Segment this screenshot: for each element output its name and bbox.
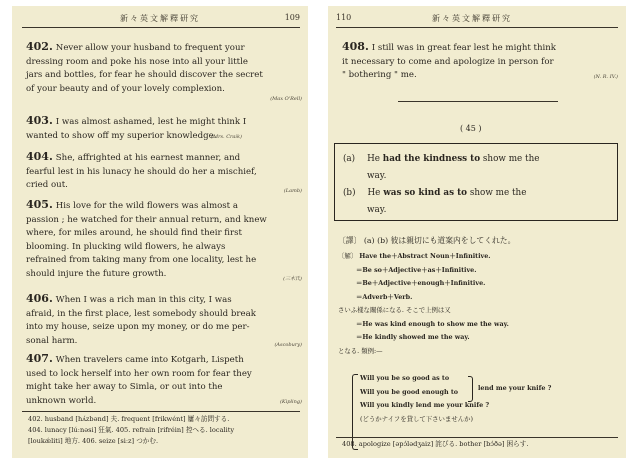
page-number: 110 [336, 13, 352, 22]
inner-brace [468, 376, 473, 402]
passage-406: 406. When I was a rich man in this city, I was afraid, in the first place, lest somebody should break into my house, seize upon my money, or do me per- sonal harm. (Ascobury) [26, 292, 302, 349]
source-citation: (Lamb) [283, 187, 302, 194]
example-a: (a) He had the kindness to show me the way. [343, 154, 540, 181]
explanation: 〔解〕 Have the＋Abstract Noun＋Infinitive. ＝Be so＋Adjective＋as＋Infinitive. ＝Be＋Adjective＋enough＋Infinitive. ＝Adverb＋Verb. さいふ樣な關係になる. そこで上例は又 ＝He was kind enough to show me the way. ＝He kindly showed me the way. となる. 類例:— [338, 252, 509, 355]
header-rule [22, 27, 300, 28]
footnote: 408. apologize [əpɔ́lədʒaiz] 詫びる. bother [bɔ́ðə] 困らす. [342, 440, 529, 448]
source-citation: (Max O'Rell) [270, 96, 302, 103]
source-citation: (Kipling) [279, 399, 302, 406]
related-examples-tail: lend me your knife ? [478, 384, 552, 392]
section-divider [398, 101, 558, 102]
footnote: 402. husband [hʌ́zbənd] 夫. frequent [frikwént] 屢々訪問する. 404. lunacy [lúːnəsi] 狂氣. 405. refrain [rifréin] 控へる. locality [loukǽliti] 地方. 406. seize [siːz] つかむ. [28, 415, 235, 445]
translation: 〔譯〕 (a) (b) 彼は親切にも道案内をしてくれた。 [338, 236, 516, 245]
source-citation: (Mrs. Craik) [211, 134, 242, 141]
example-box [334, 143, 618, 221]
passage-403: 403. I was almost ashamed, lest he might think I wanted to show off my superior knowledge. (Mrs. Craik) [26, 114, 247, 141]
source-citation: (N. R. IV.) [593, 73, 618, 80]
right-page [328, 6, 626, 458]
passage-404: 404. She, affrighted at his earnest manner, and fearful lest in his lunacy he should do her a mischief, cried out. (Lamb) [26, 150, 302, 194]
footnote-rule [336, 437, 618, 438]
footnote-rule [22, 411, 300, 412]
related-examples: Will you be so good as to Will you be good enough to Will you kindly lend me your knife ? (どうかナイフを貸して下さいませんか) [360, 374, 490, 423]
page-number: 109 [284, 13, 300, 22]
running-header: 新々英文解釋研究 [120, 14, 200, 23]
section-label: ( 45 ) [460, 124, 482, 133]
passage-408: 408. I still was in great fear lest he might think it necessary to come and apologize in person for " bothering " me. (N. R. IV.) [342, 40, 618, 81]
header-rule [336, 27, 618, 28]
left-page [12, 6, 308, 458]
passage-405: 405. His love for the wild flowers was almost a passion ; he watched for their annual return, and knew where, for miles around, he should find their first blooming. In plucking wild flowers, he always refrained from taking many from one locality, lest he should injure the future growth. (三木氏) [26, 198, 302, 282]
running-header: 新々英文解釋研究 [432, 14, 512, 23]
source-citation: (Ascobury) [274, 342, 302, 349]
source-citation: (三木氏) [283, 275, 302, 282]
passage-402: 402. Never allow your husband to frequent your dressing room and poke his nose into all your little jars and bottles, for fear he should discover the secret of your beauty and of your lovely complexion. (Max O'Rell) [26, 40, 302, 103]
example-b: (b) He was so kind as to show me the way. [343, 188, 527, 215]
passage-407: 407. When travelers came into Kotgarh, Lispeth used to lock herself into her own room for fear they might take her away to Simla, or out into the unknown world. (Kipling) [26, 352, 302, 406]
